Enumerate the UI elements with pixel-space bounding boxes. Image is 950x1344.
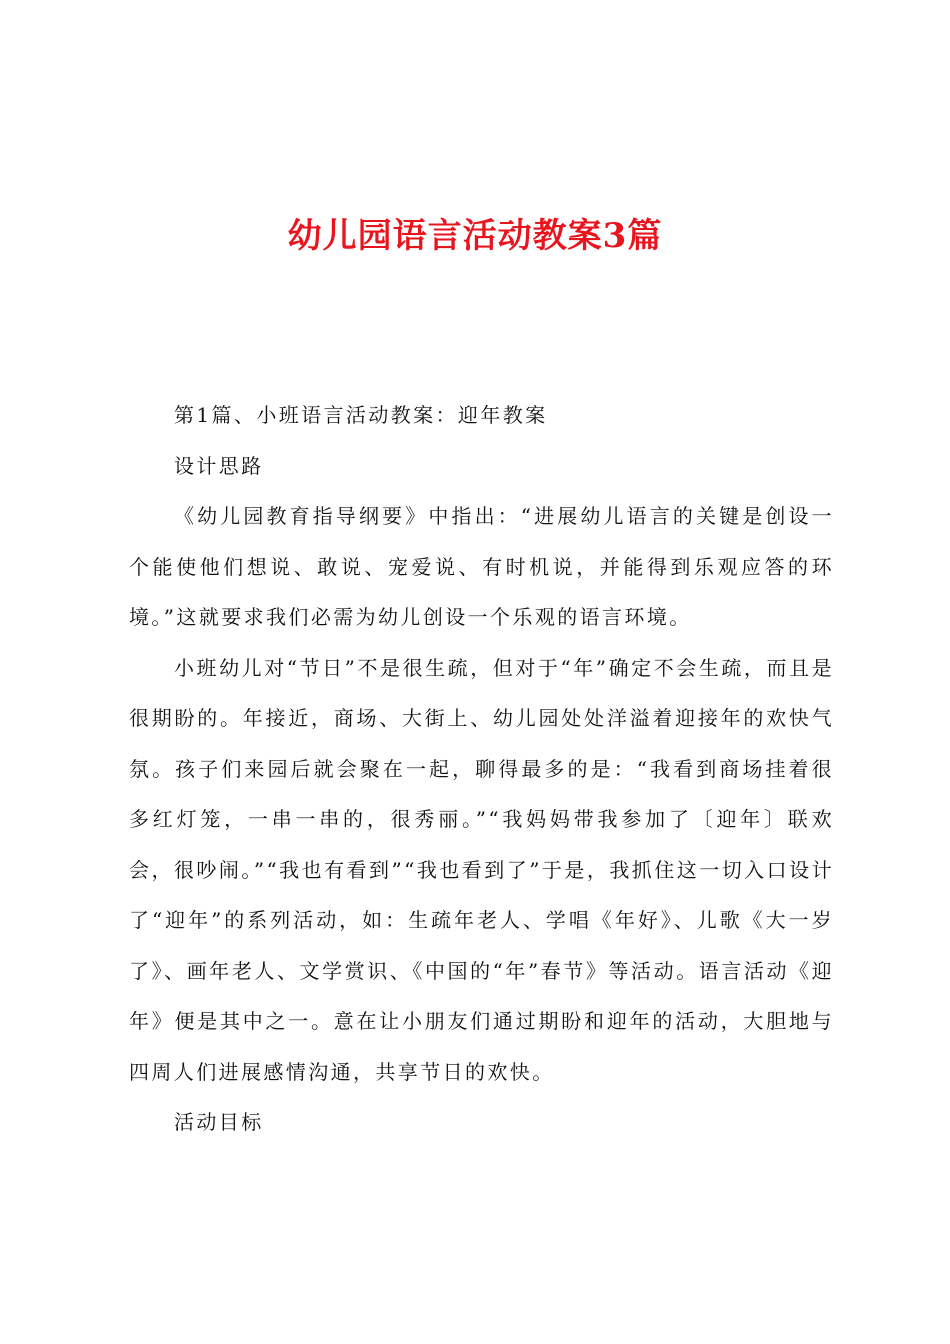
subheading-activity-goals: 活动目标 bbox=[174, 1110, 264, 1134]
document-body bbox=[129, 390, 834, 1148]
subheading-design-idea: 设计思路 bbox=[174, 453, 264, 478]
document-title: 幼儿园语言活动教案3篇 bbox=[287, 216, 663, 256]
body-paragraph: 小班幼儿对“节日”不是很生疏，但对于“年”确定不会生疏，而且是很期盼的。年接近，商场、大街上、幼儿园处处洋溢着迎接年的欢快气氛。孩子们来园后就会聚在一起，聊得最多的是：“我看到商场挂着很多红灯笼，一串一串的，很秀丽。”“我妈妈带我参加了〔迎年〕联欢会，很吵闹。”“我也有看到”“我也看到了”于是，我抓住这一切入口设计了“迎年”的系列活动，如：生疏年老人、学唱《年好》、儿歌《大一岁了》、画年老人、文学赏识、《中国的“年”春节》等活动。语言活动《迎年》便是其中之一。意在让小朋友们通过期盼和迎年的活动，大胆地与四周人们进展感情沟通，共享节日的欢快。 bbox=[129, 655, 834, 1084]
body-paragraph: 《幼儿园教育指导纲要》中指出：“进展幼儿语言的关键是创设一个能使他们想说、敢说、宠爱说、有时机说，并能得到乐观应答的环境。”这就要求我们必需为幼儿创设一个乐观的语言环境。 bbox=[129, 504, 834, 629]
section-heading: 第1篇、小班语言活动教案：迎年教案 bbox=[174, 403, 548, 427]
